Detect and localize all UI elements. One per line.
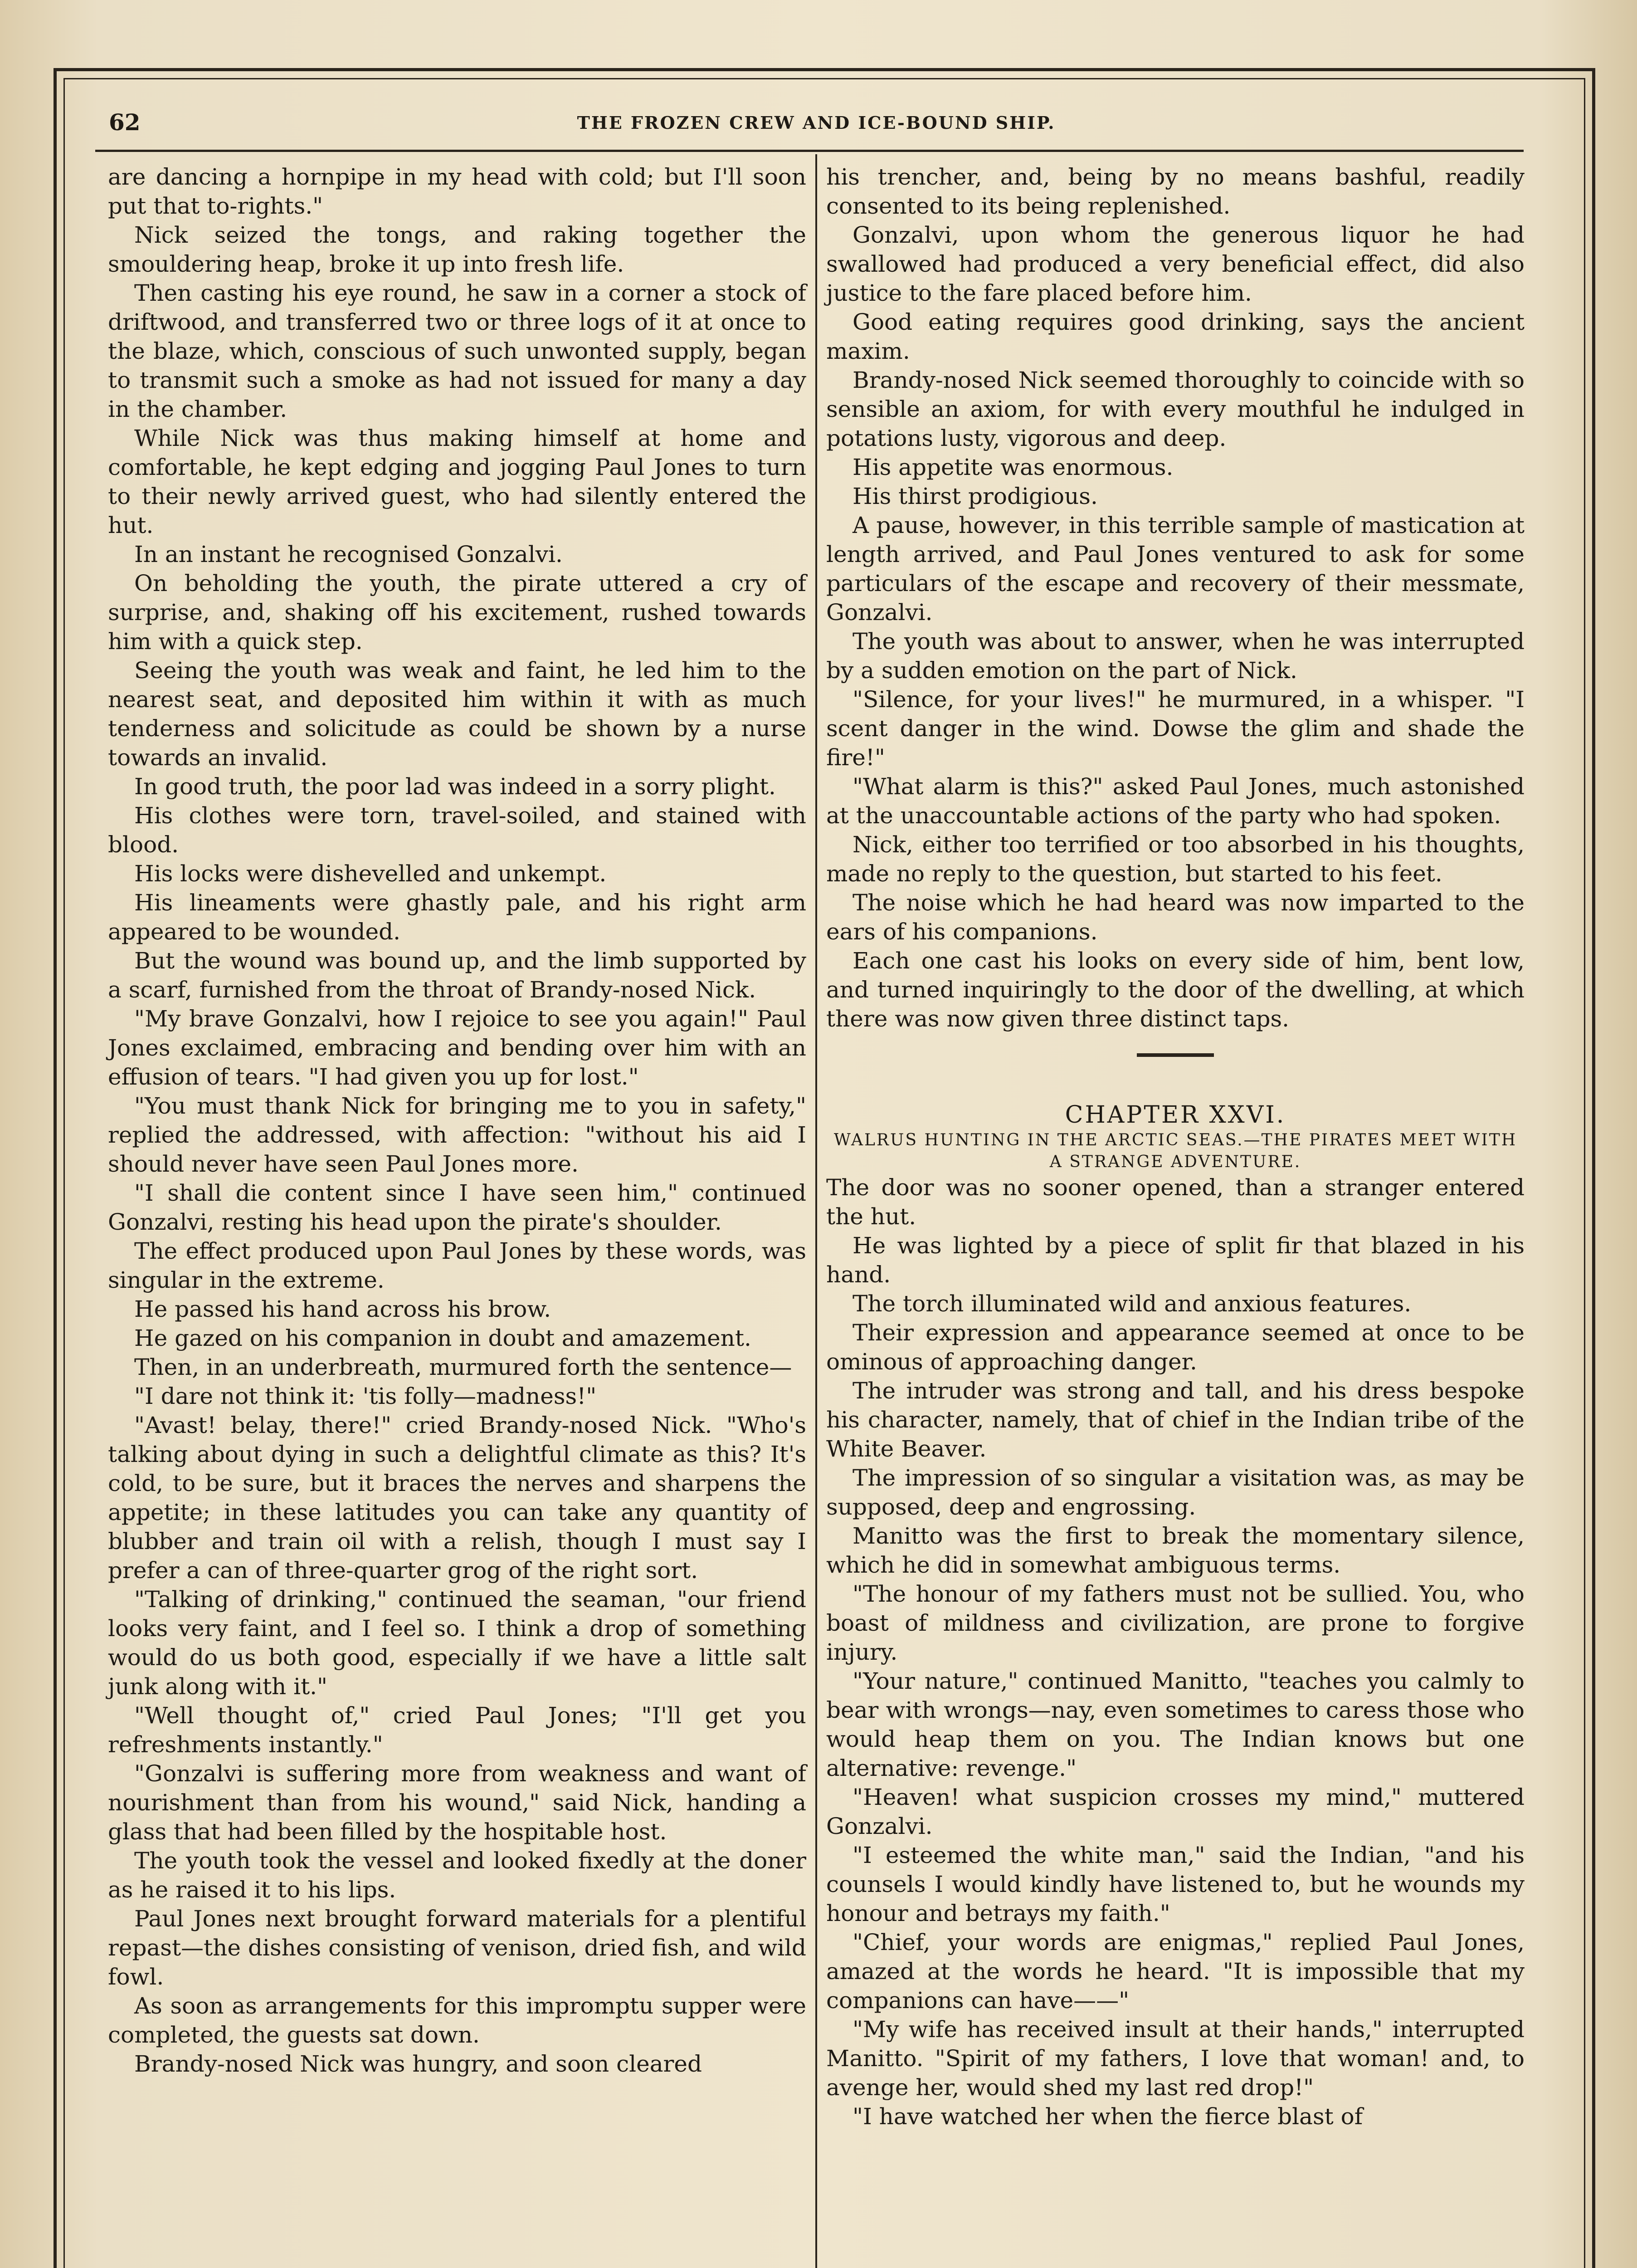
paragraph: "You must thank Nick for bringing me to you in safety," replied the addressed, with affection: "without his aid I should never have seen Paul Jones more. bbox=[108, 1093, 806, 1177]
paragraph: "Well thought of," cried Paul Jones; "I'll get you refreshments instantly." bbox=[108, 1702, 806, 1758]
paragraph: In an instant he recognised Gonzalvi. bbox=[134, 541, 563, 567]
paragraph: Each one cast his looks on every side of him, bent low, and turned inquiringly to the door of the dwelling, at which there was now given three distinct taps. bbox=[826, 948, 1525, 1032]
header-rule bbox=[95, 150, 1524, 152]
paragraph: "I esteemed the white man," said the Indian, "and his counsels I would kindly have listened to, but he wounds my honour and betrays my faith." bbox=[826, 1842, 1525, 1926]
paragraph: Then casting his eye round, he saw in a corner a stock of driftwood, and transferred two or three logs of it at once to the blaze, which, conscious of such unwonted supply, began to transmit such a smoke as had not issued for many a day in the chamber. bbox=[108, 280, 806, 422]
paragraph: On beholding the youth, the pirate uttered a cry of surprise, and, shaking off his excitement, rushed towards him with a quick step. bbox=[108, 570, 806, 655]
paragraph: Brandy-nosed Nick seemed thoroughly to coincide with so sensible an axiom, for with every mouthful he indulged in potations lusty, vigorous and deep. bbox=[826, 367, 1525, 451]
left-column bbox=[108, 162, 806, 2078]
paragraph: "What alarm is this?" asked Paul Jones, much astonished at the unaccountable actions of the party who had spoken. bbox=[826, 773, 1525, 829]
column-divider bbox=[815, 154, 817, 2268]
paragraph: "Your nature," continued Manitto, "teaches you calmly to bear with wrongs—nay, even sometimes to caress those who would heap them on you. The Indian knows but one alternative: revenge." bbox=[826, 1668, 1525, 1781]
paragraph: Then, in an underbreath, murmured forth the sentence— bbox=[134, 1354, 792, 1380]
paragraph: Good eating requires good drinking, says the ancient maxim. bbox=[826, 309, 1525, 364]
paragraph: "I shall die content since I have seen him," continued Gonzalvi, resting his head upon the pirate's shoulder. bbox=[108, 1180, 806, 1235]
paragraph: Manitto was the first to break the momentary silence, which he did in somewhat ambiguous terms. bbox=[826, 1523, 1525, 1578]
paragraph: His appetite was enormous. bbox=[853, 454, 1174, 480]
paragraph: The impression of so singular a visitation was, as may be supposed, deep and engrossing. bbox=[826, 1465, 1525, 1520]
paragraph: Paul Jones next brought forward materials for a plentiful repast—the dishes consisting of venison, dried fish, and wild fowl. bbox=[108, 1906, 806, 1990]
right-column bbox=[826, 162, 1525, 2131]
paragraph: Seeing the youth was weak and faint, he led him to the nearest seat, and deposited him within it with as much tenderness and solicitude as could be shown by a nurse towards an invalid. bbox=[108, 657, 806, 771]
paragraph: Nick, either too terrified or too absorbed in his thoughts, made no reply to the question, but started to his feet. bbox=[826, 831, 1525, 887]
paragraph: His locks were dishevelled and unkempt. bbox=[134, 860, 607, 887]
paragraph: The intruder was strong and tall, and his dress bespoke his character, namely, that of chief in the Indian tribe of the White Beaver. bbox=[826, 1378, 1525, 1462]
paragraph: Brandy-nosed Nick was hungry, and soon cleared bbox=[134, 2051, 702, 2077]
paragraph: "Chief, your words are enigmas," replied Paul Jones, amazed at the words he heard. "It is impossible that my companions can have——" bbox=[826, 1929, 1525, 2014]
paragraph: "Avast! belay, there!" cried Brandy-nosed Nick. "Who's talking about dying in such a delightful climate as this? It's cold, to be sure, but it braces the nerves and sharpens the appetite; in these latitudes you can take any quantity of blubber and train oil with a relish, though I must say I prefer a can of three-quarter grog of the right sort. bbox=[108, 1412, 806, 1584]
paragraph: He was lighted by a piece of split fir that blazed in his hand. bbox=[826, 1232, 1525, 1288]
paragraph: Gonzalvi, upon whom the generous liquor he had swallowed had produced a very beneficial effect, did also justice to the fare placed before him. bbox=[826, 222, 1525, 306]
running-title: THE FROZEN CREW AND ICE-BOUND SHIP. bbox=[577, 112, 1056, 133]
paragraph: The torch illuminated wild and anxious features. bbox=[853, 1290, 1412, 1317]
paragraph: "My wife has received insult at their hands," interrupted Manitto. "Spirit of my fathers, I love that woman! and, to avenge her, would shed my last red drop!" bbox=[826, 2016, 1525, 2101]
paragraph: Nick seized the tongs, and raking together the smouldering heap, broke it up into fresh life. bbox=[108, 222, 806, 277]
paragraph: A pause, however, in this terrible sample of mastication at length arrived, and Paul Jones ventured to ask for some particulars of the escape and recovery of their messmate, Gonzalvi. bbox=[826, 512, 1525, 626]
paragraph: But the wound was bound up, and the limb supported by a scarf, furnished from the throat of Brandy-nosed Nick. bbox=[108, 948, 806, 1003]
chapter-subtitle: WALRUS HUNTING IN THE ARCTIC SEAS.—THE PIRATES MEET WITH A STRANGE ADVENTURE. bbox=[833, 1131, 1517, 1171]
paragraph: "I dare not think it: 'tis folly—madness!" bbox=[134, 1383, 597, 1409]
paragraph: "The honour of my fathers must not be sullied. You, who boast of mildness and civilization, are prone to forgive injury. bbox=[826, 1581, 1525, 1665]
paragraph: The youth took the vessel and looked fixedly at the doner as he raised it to his lips. bbox=[108, 1848, 806, 1903]
paragraph: "Talking of drinking," continued the seaman, "our friend looks very faint, and I feel so. I think a drop of something would do us both good, especially if we have a little salt junk along with it." bbox=[108, 1586, 806, 1700]
page-number: 62 bbox=[109, 109, 141, 136]
chapter-separator bbox=[1137, 1053, 1214, 1057]
paragraph: "My brave Gonzalvi, how I rejoice to see you again!" Paul Jones exclaimed, embracing and bending over him with an effusion of tears. "I had given you up for lost." bbox=[108, 1006, 806, 1090]
paragraph: He gazed on his companion in doubt and amazement. bbox=[134, 1325, 751, 1351]
paragraph: "Silence, for your lives!" he murmured, in a whisper. "I scent danger in the wind. Dowse the glim and shade the fire!" bbox=[826, 686, 1525, 771]
paragraph: His thirst prodigious. bbox=[853, 483, 1098, 509]
paragraph: his trencher, and, being by no means bashful, readily consented to its being replenished. bbox=[826, 164, 1525, 219]
paragraph: "Gonzalvi is suffering more from weakness and want of nourishment than from his wound," said Nick, handing a glass that had been filled by the hospitable host. bbox=[108, 1760, 806, 1845]
paragraph: In good truth, the poor lad was indeed in a sorry plight. bbox=[134, 773, 776, 800]
paragraph: Their expression and appearance seemed at once to be ominous of approaching danger. bbox=[826, 1320, 1525, 1375]
paragraph: His lineaments were ghastly pale, and his right arm appeared to be wounded. bbox=[108, 890, 806, 945]
paragraph: The youth was about to answer, when he was interrupted by a sudden emotion on the part of Nick. bbox=[826, 628, 1525, 684]
paragraph: While Nick was thus making himself at home and comfortable, he kept edging and jogging Paul Jones to turn to their newly arrived guest, who had silently entered the hut. bbox=[108, 425, 806, 538]
paragraph: The effect produced upon Paul Jones by these words, was singular in the extreme. bbox=[108, 1238, 806, 1293]
paragraph: "I have watched her when the fierce blast of bbox=[853, 2103, 1363, 2130]
chapter-heading: CHAPTER XXVI. bbox=[1065, 1101, 1286, 1129]
paragraph: The door was no sooner opened, than a stranger entered the hut. bbox=[826, 1174, 1525, 1230]
paragraph: are dancing a hornpipe in my head with cold; but I'll soon put that to-rights." bbox=[108, 164, 806, 219]
paragraph: He passed his hand across his brow. bbox=[134, 1296, 551, 1322]
paragraph: As soon as arrangements for this impromptu supper were completed, the guests sat down. bbox=[108, 1993, 806, 2048]
paragraph: His clothes were torn, travel-soiled, and stained with blood. bbox=[108, 802, 806, 858]
paragraph: The noise which he had heard was now imparted to the ears of his companions. bbox=[826, 890, 1525, 945]
paragraph: "Heaven! what suspicion crosses my mind," muttered Gonzalvi. bbox=[826, 1784, 1525, 1839]
